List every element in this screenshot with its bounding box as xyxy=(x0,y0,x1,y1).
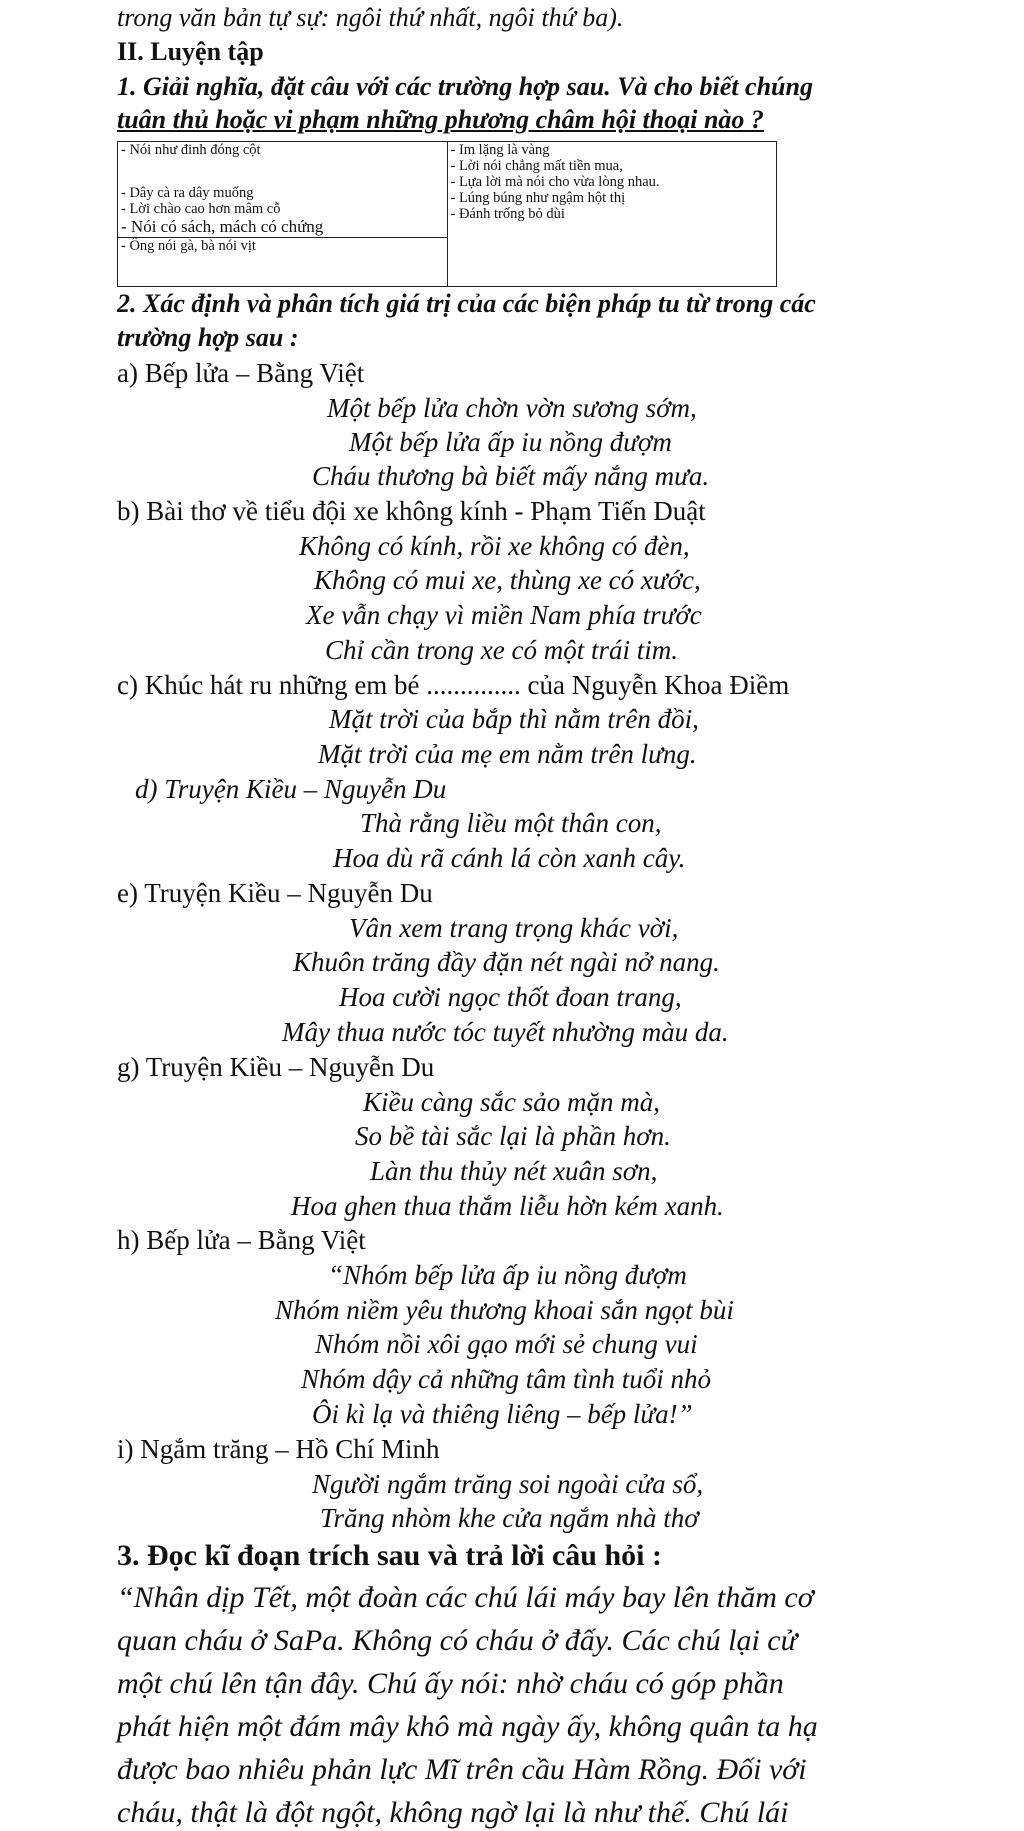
verse-line: Mặt trời của mẹ em nằm trên lưng. xyxy=(318,739,697,769)
item-label: a) Bếp lửa – Bằng Việt xyxy=(117,358,365,388)
maxim-right-1: - Im lặng là vàng xyxy=(450,142,550,158)
verse-line: Vân xem trang trọng khác vời, xyxy=(349,913,679,943)
verse-line: Ôi kì lạ và thiêng liêng – bếp lửa!” xyxy=(312,1399,693,1429)
verse-line: Không có mui xe, thùng xe có xước, xyxy=(314,565,701,595)
maxims-table xyxy=(117,141,777,287)
verse-line: Kiều càng sắc sảo mặn mà, xyxy=(363,1087,660,1117)
maxim-left-5: - Ông nói gà, bà nói vịt xyxy=(118,237,447,254)
verse-line: Xe vẫn chạy vì miền Nam phía trước xyxy=(306,600,702,630)
maxim-left-3: - Lời chào cao hơn mâm cỗ xyxy=(121,201,281,217)
maxim-right-2: - Lời nói chẳng mất tiền mua, xyxy=(450,158,623,174)
verse-line: Nhóm dậy cả những tâm tình tuổi nhỏ xyxy=(301,1364,711,1394)
section-heading: II. Luyện tập xyxy=(117,37,264,66)
verse-line: Cháu thương bà biết mấy nắng mưa. xyxy=(312,461,710,491)
verse-line: Mây thua nước tóc tuyết nhường màu da. xyxy=(282,1017,729,1047)
item-label: d) Truyện Kiều – Nguyễn Du xyxy=(135,774,447,804)
maxim-left-1: - Nói như đinh đóng cột xyxy=(121,142,261,158)
intro-line: trong văn bản tự sự: ngôi thứ nhất, ngôi thứ ba). xyxy=(117,3,624,32)
verse-line: Nhóm nồi xôi gạo mới sẻ chung vui xyxy=(315,1329,698,1359)
q2-prompt-line1: 2. Xác định và phân tích giá trị của các biện pháp tu từ trong các xyxy=(117,289,816,318)
item-label: e) Truyện Kiều – Nguyễn Du xyxy=(117,878,433,908)
item-label: g) Truyện Kiều – Nguyễn Du xyxy=(117,1052,435,1082)
verse-line: Nhóm niềm yêu thương khoai sắn ngọt bùi xyxy=(275,1295,734,1325)
item-label: b) Bài thơ về tiểu đội xe không kính - Phạm Tiến Duật xyxy=(117,496,706,526)
maxim-left-4: - Nói có sách, mách có chứng xyxy=(121,217,324,236)
passage-line: quan cháu ở SaPa. Không có cháu ở đấy. Các chú lại cử xyxy=(117,1624,797,1657)
verse-line: Hoa dù rã cánh lá còn xanh cây. xyxy=(333,843,686,873)
verse-line: Thà rằng liều một thân con, xyxy=(360,808,662,838)
item-label: i) Ngắm trăng – Hồ Chí Minh xyxy=(117,1434,440,1464)
maxims-right-column xyxy=(447,142,777,287)
verse-line: Làn thu thủy nét xuân sơn, xyxy=(370,1156,658,1186)
q1-prompt-line2: tuân thủ hoặc vi phạm những phương châm hội thoại nào ? xyxy=(117,105,764,134)
passage-line: được bao nhiêu phản lực Mĩ trên cầu Hàm Rồng. Đối với xyxy=(117,1753,807,1786)
verse-line: So bề tài sắc lại là phần hơn. xyxy=(355,1121,671,1151)
verse-line: Một bếp lửa chờn vờn sương sớm, xyxy=(327,393,697,423)
verse-line: Chỉ cần trong xe có một trái tim. xyxy=(325,635,678,665)
verse-line: Hoa cười ngọc thốt đoan trang, xyxy=(339,982,682,1012)
passage-line-cut: cháu, thật là đột ngột, không ngờ lại là như thế. Chú lái xyxy=(117,1796,789,1829)
maxim-right-4: - Lúng búng như ngậm hột thị xyxy=(450,190,626,206)
passage-line: một chú lên tận đây. Chú ấy nói: nhờ cháu có góp phần xyxy=(117,1667,784,1700)
verse-line: Một bếp lửa ấp iu nồng đượm xyxy=(349,427,672,457)
q1-prompt-line1: 1. Giải nghĩa, đặt câu với các trường hợp sau. Và cho biết chúng xyxy=(117,72,813,101)
maxim-right-3: - Lựa lời mà nói cho vừa lòng nhau. xyxy=(450,174,660,190)
q2-prompt-line2: trường hợp sau : xyxy=(117,323,299,352)
verse-line: Trăng nhòm khe cửa ngắm nhà thơ xyxy=(320,1503,699,1533)
verse-line: Người ngắm trăng soi ngoài cửa sổ, xyxy=(312,1469,704,1499)
item-label: h) Bếp lửa – Bằng Việt xyxy=(117,1225,366,1255)
verse-line: Khuôn trăng đầy đặn nét ngài nở nang. xyxy=(293,947,720,977)
passage-line: phát hiện một đám mây khô mà ngày ấy, không quân ta hạ xyxy=(117,1710,818,1743)
maxim-right-5: - Đánh trống bỏ dùi xyxy=(450,206,565,222)
item-label: c) Khúc hát ru những em bé .............. của Nguyễn Khoa Điềm xyxy=(117,670,790,700)
maxims-left-column xyxy=(118,142,448,287)
verse-line: Không có kính, rồi xe không có đèn, xyxy=(299,531,690,561)
verse-line: “Nhóm bếp lửa ấp iu nồng đượm xyxy=(328,1260,687,1290)
passage-line: “Nhân dịp Tết, một đoàn các chú lái máy bay lên thăm cơ xyxy=(117,1581,814,1614)
maxim-left-2: - Dây cà ra dây muống xyxy=(121,185,254,201)
verse-line: Hoa ghen thua thắm liễu hờn kém xanh. xyxy=(291,1191,724,1221)
verse-line: Mặt trời của bắp thì nằm trên đồi, xyxy=(329,704,699,734)
q3-heading: 3. Đọc kĩ đoạn trích sau và trả lời câu hỏi : xyxy=(117,1539,662,1572)
